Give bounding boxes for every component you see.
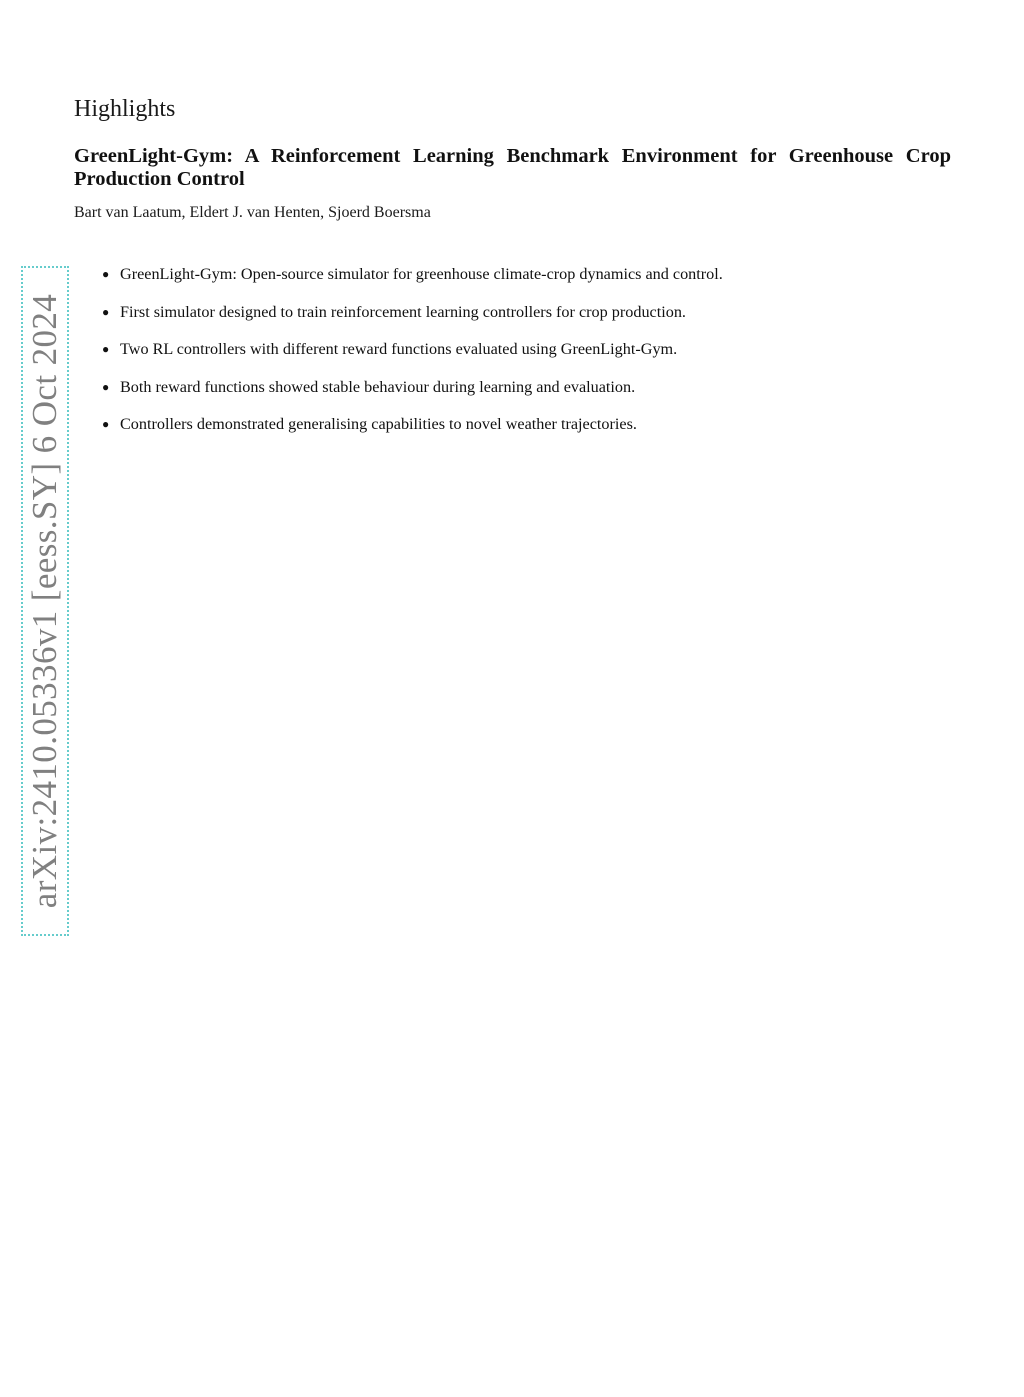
- bullet-icon: ●: [102, 267, 110, 281]
- highlight-text: Both reward functions showed stable behaviour during learning and evaluation.: [120, 377, 636, 396]
- highlights-heading: Highlights: [74, 96, 176, 122]
- highlight-text: GreenLight-Gym: Open-source simulator for greenhouse climate-crop dynamics and control.: [120, 265, 723, 283]
- bullet-icon: ●: [102, 379, 110, 394]
- highlight-item: [100, 262, 723, 286]
- arxiv-identifier[interactable]: arXiv:2410.05336v1 [eess.SY] 6 Oct 2024: [25, 293, 64, 909]
- highlight-text: First simulator designed to train reinforcement learning controllers for crop production.: [120, 302, 686, 321]
- author-list: Bart van Laatum, Eldert J. van Henten, Sjoerd Boersma: [74, 204, 431, 221]
- highlight-item: [100, 412, 723, 436]
- bullet-icon: ●: [102, 304, 110, 319]
- highlight-item: [100, 375, 723, 399]
- highlight-item: [100, 337, 723, 361]
- highlight-item: [100, 300, 723, 324]
- paper-title: GreenLight-Gym: A Reinforcement Learning Benchmark Environment for Greenhouse Crop Production Control: [74, 145, 951, 190]
- bullet-icon: ●: [102, 342, 110, 356]
- highlight-text: Controllers demonstrated generalising capabilities to novel weather trajectories.: [120, 415, 637, 433]
- highlights-list: [100, 262, 723, 450]
- highlight-text: Two RL controllers with different reward functions evaluated using GreenLight-Gym.: [120, 340, 678, 358]
- bullet-icon: ●: [102, 417, 110, 431]
